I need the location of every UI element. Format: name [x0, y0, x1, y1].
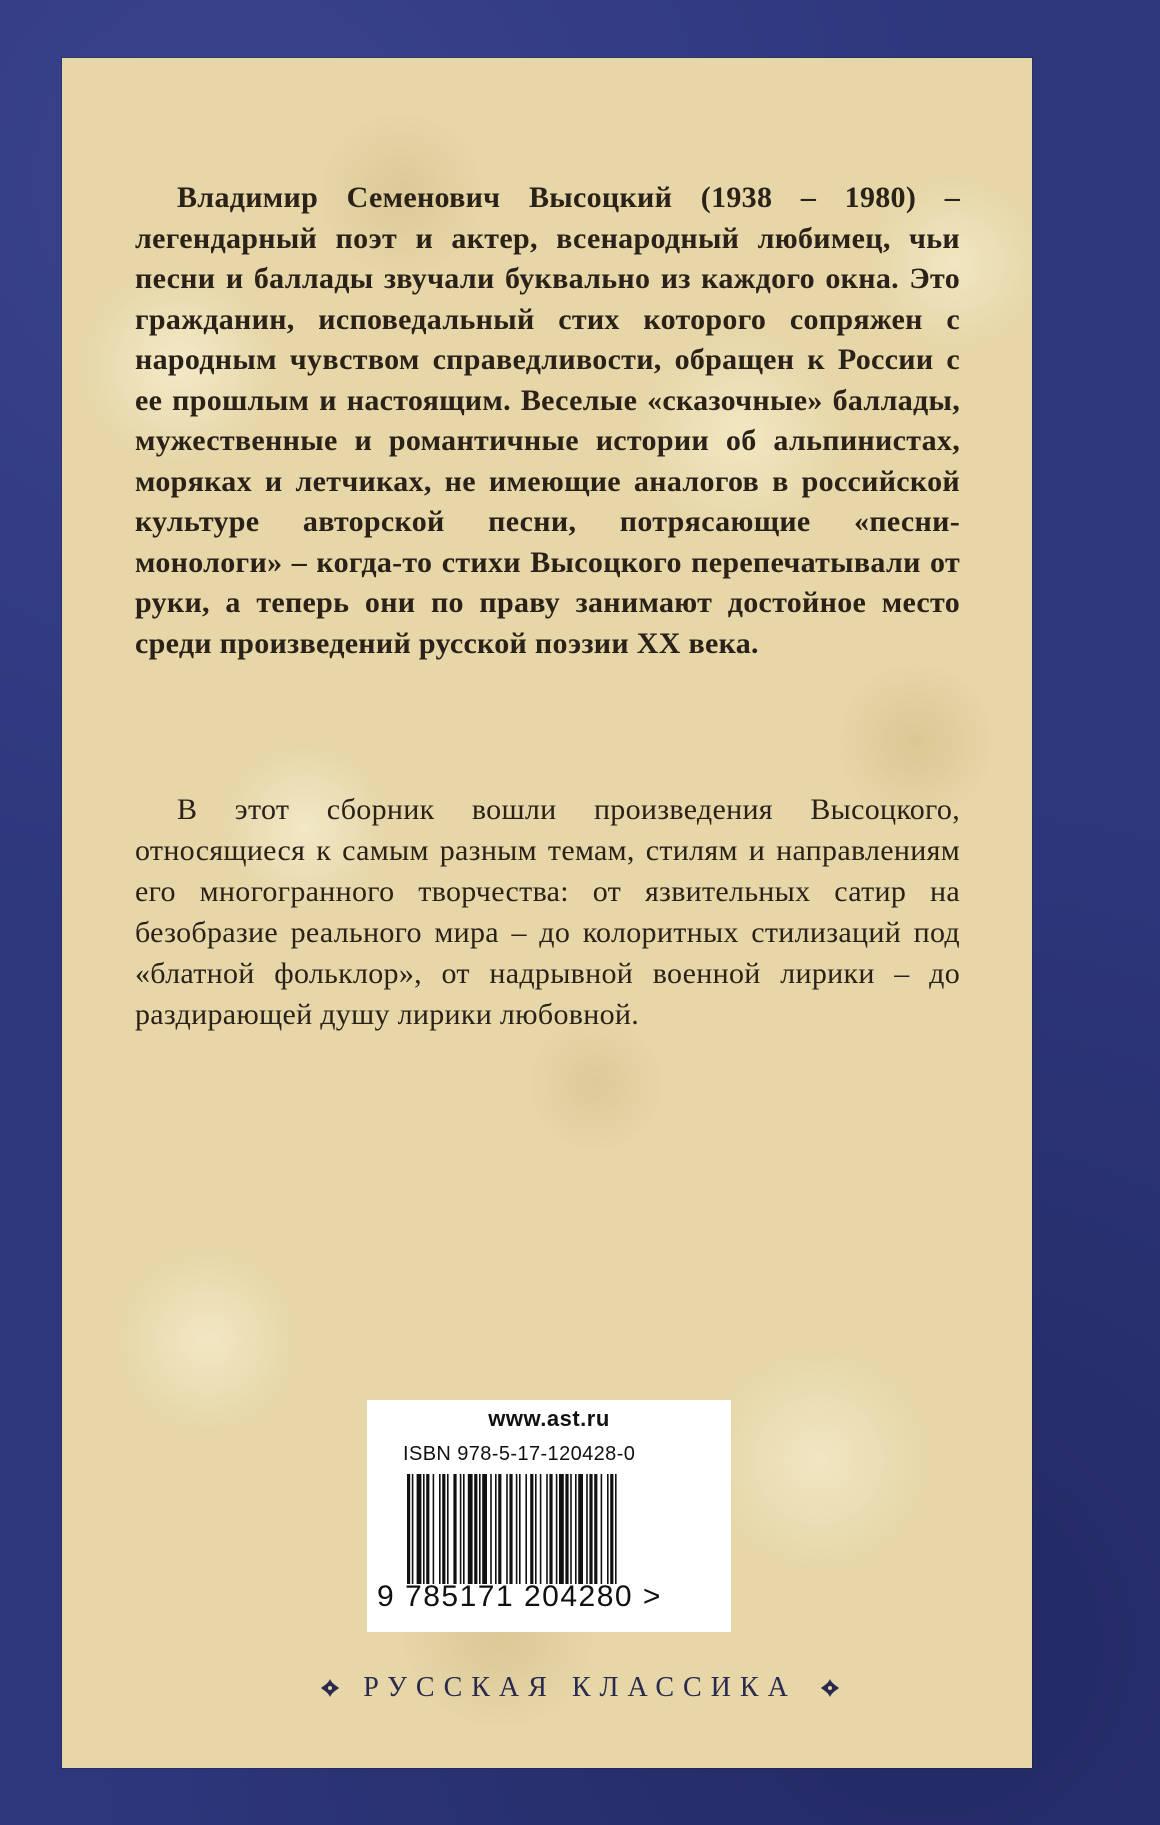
barcode-bar: [474, 1474, 477, 1584]
barcode-bar: [453, 1474, 456, 1584]
barcode-bar: [479, 1474, 481, 1584]
barcode-bar: [556, 1474, 558, 1584]
barcode-bar: [442, 1474, 445, 1584]
barcode-image: [401, 1474, 701, 1584]
barcode-bar: [433, 1474, 435, 1584]
barcode-bar: [439, 1474, 441, 1584]
barcode-bar: [586, 1474, 588, 1584]
barcode-bar: [407, 1474, 410, 1584]
description-paragraph-2: В этот сборник вошли произведения Высоцкого, относящиеся к самым разным темам, стилям и направлениям его многогранного творчества: от язвительных сатир на безобразие реального мира – до колоритных стилизаций под «блатной фольклор», от надрывной военной лирики – до раздирающей душу лирики любовной.: [135, 793, 960, 1031]
barcode-bar: [530, 1474, 533, 1584]
barcode-bar: [601, 1474, 603, 1584]
barcode-bar: [426, 1474, 429, 1584]
barcode-bar: [559, 1474, 564, 1584]
barcode-bar: [412, 1474, 414, 1584]
barcode-bar: [468, 1474, 473, 1584]
barcode-bar: [594, 1474, 597, 1584]
series-title: РУССКАЯ КЛАССИКА: [363, 1672, 797, 1703]
barcode-bar: [589, 1474, 592, 1584]
barcode-bar: [417, 1474, 422, 1584]
barcode-bar: [570, 1474, 572, 1584]
barcode-block: [367, 1400, 731, 1632]
series-footer: [0, 1672, 1160, 1712]
barcode-bar: [509, 1474, 512, 1584]
ean-digits: 9 785171 204280 >: [377, 1580, 662, 1613]
barcode-bar: [506, 1474, 508, 1584]
barcode-bar: [575, 1474, 577, 1584]
barcode-bar: [540, 1474, 542, 1584]
barcode-bar: [447, 1474, 449, 1584]
barcode-bar: [535, 1474, 537, 1584]
barcode-bar: [516, 1474, 518, 1584]
barcode-bar: [610, 1474, 613, 1584]
barcode-bar: [549, 1474, 552, 1584]
barcode-bar: [482, 1474, 487, 1584]
fleuron-ornament-icon: [819, 1677, 841, 1699]
barcode-bar: [578, 1474, 583, 1584]
barcode-bar: [565, 1474, 568, 1584]
barcode-bar: [460, 1474, 462, 1584]
fleuron-ornament-icon: [319, 1677, 341, 1699]
barcode-bar: [607, 1474, 609, 1584]
barcode-bar: [423, 1474, 425, 1584]
description-paragraph-1: Владимир Семенович Высоцкий (1938 – 1980) – легендарный поэт и актер, всенародный любимец, чьи песни и баллады звучали буквально из каждого окна. Это гражданин, исповедальный стих которого сопряжен с народным чувством справедливости, обращен к России с ее прошлым и настоящим. Веселые «сказочные» баллады, мужественные и романтичные истории об альпинистах, моряках и летчиках, не имеющие аналогов в российской культуре авторской песни, потрясающие «песни-монологи» – когда-то стихи Высоцкого перепечатывали от руки, а теперь они по праву занимают достойное место среди произведений русской поэзии XX века.: [135, 181, 960, 660]
barcode-bar: [525, 1474, 527, 1584]
barcode-bar: [490, 1474, 492, 1584]
barcode-bar: [498, 1474, 501, 1584]
barcode-bar: [615, 1474, 617, 1584]
barcode-bar: [463, 1474, 465, 1584]
barcode-bar: [546, 1474, 548, 1584]
barcode-bar: [495, 1474, 497, 1584]
isbn-number: ISBN 978-5-17-120428-0: [403, 1443, 636, 1465]
publisher-site: www.ast.ru: [488, 1406, 610, 1431]
barcode-bar: [519, 1474, 521, 1584]
